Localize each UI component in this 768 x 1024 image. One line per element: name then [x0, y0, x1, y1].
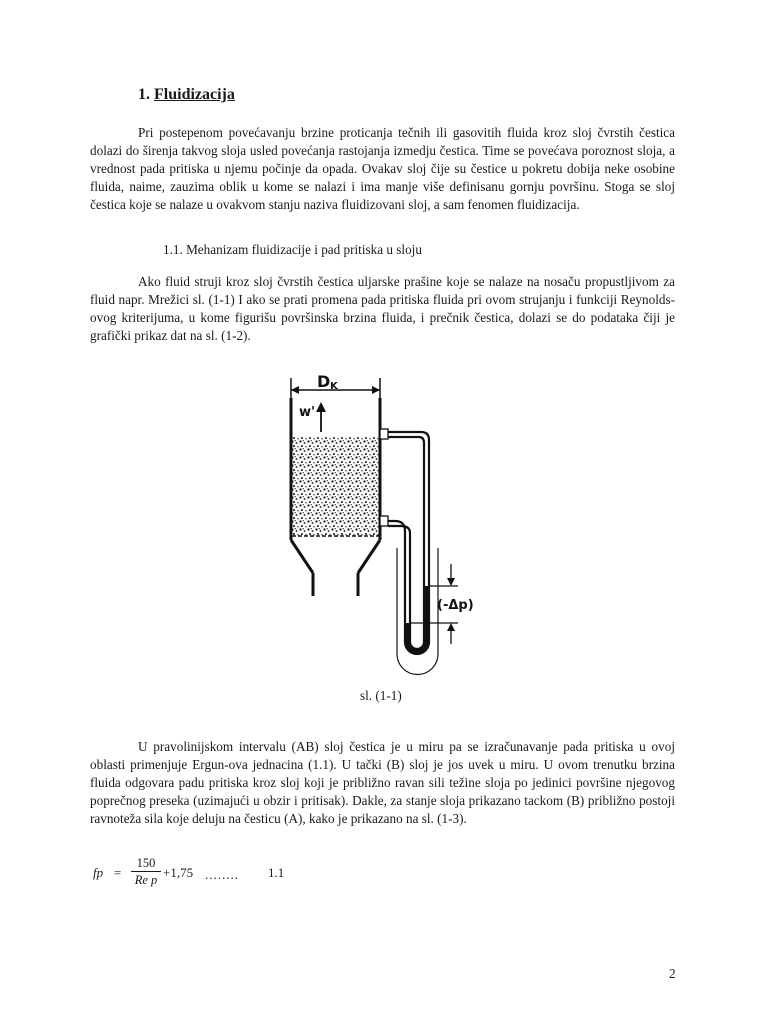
particle-bed [293, 436, 379, 536]
paragraph-interval: U pravolinijskom intervalu (AB) sloj čestica je u miru pa se izračunavanje pada pritiska u ovoj oblasti primenjuje Ergun-ova jednacina (1.1). U tački (B) sloj je jos uvek u miru. U ovom trenutku brzina fluida odgovara padu pritiska kroz sloj koji je približno ravan sili težine sloja po jedinici površine njegovog poprečnog preseka (uzimajući u obzir i pritisak). Dakle, za stanje sloja prikazano tackom (B) približno postoji ravnoteža sila koje deluju na česticu (A), kako je prikazano na sl. (1-3). [90, 739, 675, 826]
column-vessel [291, 398, 380, 596]
diameter-subscript: K [330, 381, 338, 392]
diameter-dimension [291, 372, 380, 408]
page-number: 2 [669, 966, 676, 981]
section-title: Fluidizacija [154, 86, 235, 103]
paragraph-mechanism: Ako fluid struji kroz sloj čvrstih čestica uljarske prašine koje se nalaze na nosaču propustljivom za fluid napr. Mrežici sl. (1-1) I ako se prati promena pada pritiska fluida pri ovom strujanju i funkciji Reynolds-ovog kriterijuma, u kome figurišu površinska brzina fluida, i prečnik čestica, dolazi se do podataka čiji je grafički prikaz dat na sl. (1-2). [90, 274, 675, 343]
pressure-drop-label: (-Δp) [437, 598, 474, 613]
formula-numerator: 150 [131, 856, 161, 872]
fluidized-bed-figure [283, 368, 493, 678]
pressure-drop-dimension [410, 564, 474, 644]
paragraph-intro: Pri postepenom povećavanju brzine proticanja tečnih ili gasovitih fluida kroz sloj čvrstih čestica dolazi do širenja takvog sloja usled povećanja rastojanja izmedju čestica. Time se povećava poroznost sloja, a vrednost pada pritiska u njemu počinje da opada. Ovakav sloj čije su čestice u pokretu dobija neke osobine fluida, naime, zauzima oblik u kome se nalazi i ima manje više definisanu gornju površinu. Stoga se sloj čestica koje se nalaze u ovakvom stanju naziva fluidizovani sloj, a sam fenomen fluidizacija. [90, 125, 675, 212]
formula-fraction [131, 856, 161, 888]
figure-caption: sl. (1-1) [360, 688, 402, 703]
formula-number: 1.1 [268, 865, 285, 880]
formula-dots: ........ [205, 867, 239, 882]
flow-arrow [299, 402, 326, 432]
manometer [380, 429, 438, 675]
formula-denominator: Re p [134, 873, 158, 887]
equation-1-1 [93, 856, 333, 892]
formula-equals: = [114, 865, 122, 880]
formula-rest: +1,75 [163, 865, 194, 880]
velocity-label: w' [299, 405, 315, 420]
diameter-label: D [317, 372, 331, 391]
subsection-heading: 1.1. Mehanizam fluidizacije i pad pritiska u sloju [163, 242, 422, 257]
section-number: 1. [138, 86, 150, 103]
formula-lhs: fp [93, 865, 104, 880]
section-heading [138, 86, 235, 104]
